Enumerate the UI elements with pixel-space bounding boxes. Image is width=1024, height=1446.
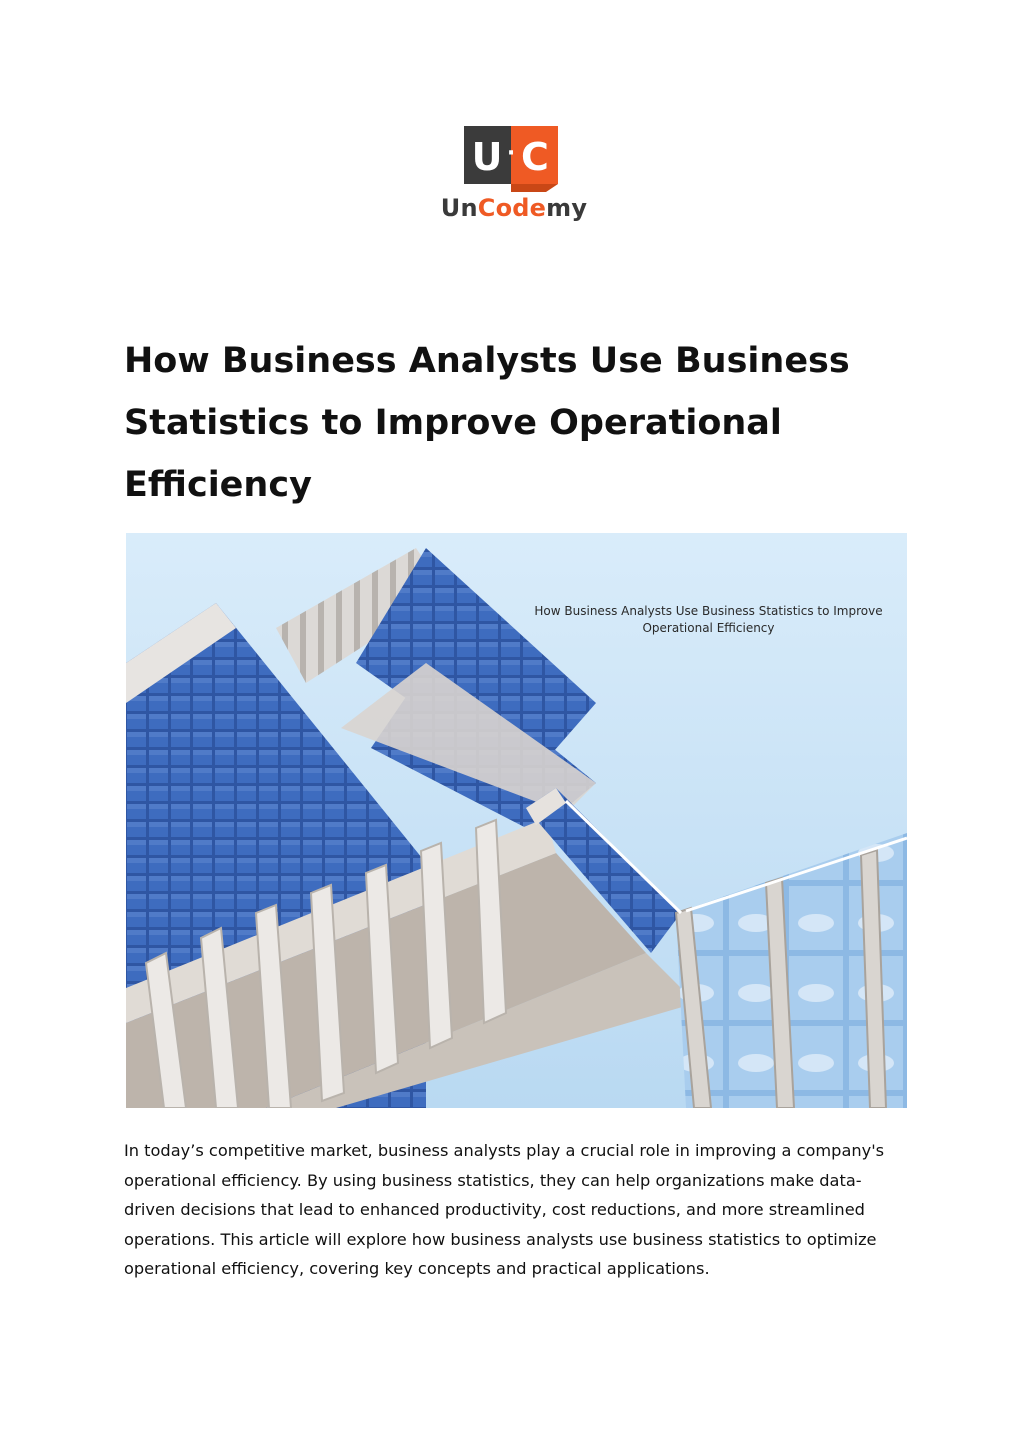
logo-wordmark [434, 194, 594, 222]
hero-image [126, 533, 907, 1108]
wordmark-prefix: Un [440, 194, 478, 222]
logo-letter-u: U [471, 135, 503, 179]
wordmark-accent: Code [477, 194, 547, 222]
article-title: How Business Analysts Use Business Statistics to Improve Operational Efficiency [124, 341, 850, 505]
hero-caption: How Business Analysts Use Business Statistics to Improve Operational Efficiency [534, 604, 883, 635]
logo-dot: · [506, 141, 516, 166]
wordmark-suffix: my [546, 194, 588, 222]
uncodemy-logo-icon [464, 126, 558, 192]
intro-paragraph: In today’s competitive market, business analysts play a crucial role in improving a company's operational efficiency. By using business statistics, they can help organizations make data-driven decisions that lead to enhanced productivity, cost reductions, and more streamlined operations. This article will explore how business analysts use business statistics to optimize operational efficiency, covering key concepts and practical applications. [124, 1141, 885, 1279]
logo-letter-c: C [521, 135, 549, 179]
